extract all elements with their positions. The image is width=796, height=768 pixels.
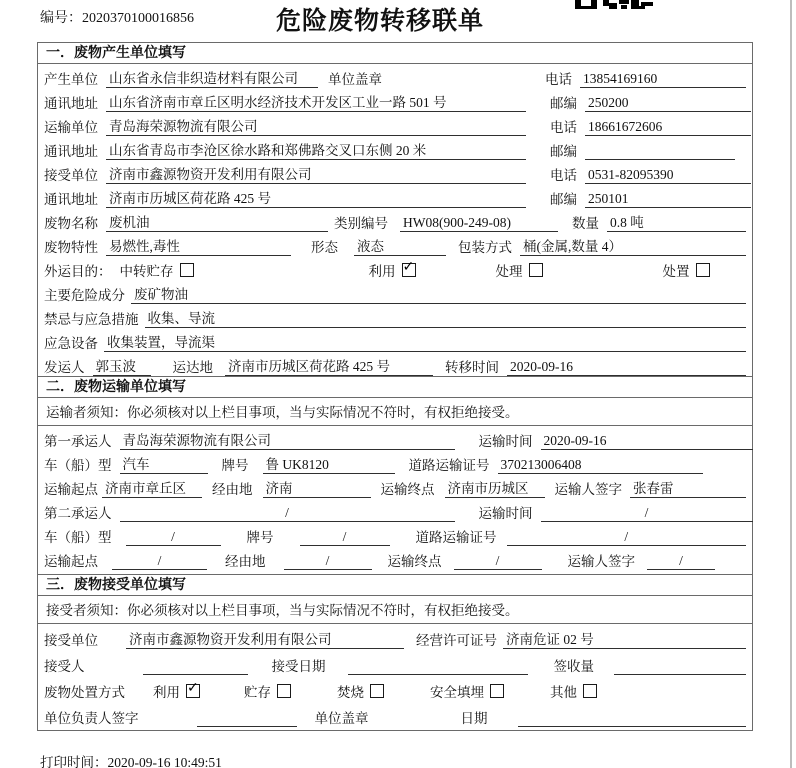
checkbox-label: 处置 <box>662 264 690 279</box>
field-label: 运输终点 <box>387 554 442 569</box>
field-label: 签收量 <box>553 659 594 674</box>
form-row <box>44 626 746 652</box>
form-row <box>44 704 746 730</box>
field-value: / <box>454 551 542 570</box>
field-value: 废矿物油 <box>131 285 746 304</box>
page-right-edge <box>790 0 792 768</box>
check-icon: ✓ <box>402 259 415 275</box>
field-value: 青岛海荣源物流有限公司 <box>120 431 455 450</box>
field-label: 包装方式 <box>458 240 512 255</box>
field-label: 接受人 <box>44 659 85 674</box>
form-row <box>44 282 746 306</box>
checkbox-unchecked <box>277 684 291 698</box>
field-label: 运输人签字 <box>554 482 622 497</box>
form-row <box>44 90 746 114</box>
form-row <box>44 114 746 138</box>
field-label: 日期 <box>460 711 488 726</box>
checkbox-label: 利用 <box>153 685 180 700</box>
checkbox-unchecked <box>490 684 504 698</box>
form-row <box>44 354 746 378</box>
section-3-title: 三．废物接受单位填写 <box>37 574 753 596</box>
field-label: 邮编 <box>550 192 577 207</box>
field-label: 第二承运人 <box>44 506 112 521</box>
checkbox-label: 安全填埋 <box>430 685 484 700</box>
checkbox-checked <box>186 680 200 698</box>
field-label: 废物处置方式 <box>44 685 125 700</box>
field-value: 收集装置，导流渠 <box>104 333 746 352</box>
field-value: 济南市历城区荷花路 425 号 <box>106 189 526 208</box>
field-label: 运输时间 <box>478 434 533 449</box>
field-value: 青岛海荣源物流有限公司 <box>106 117 526 136</box>
checkbox-field <box>153 681 200 701</box>
field-label: 运输时间 <box>478 506 533 521</box>
field-label: 废物特性 <box>44 240 98 255</box>
field-value: 汽车 <box>120 455 208 474</box>
field-label: 应急设备 <box>44 336 98 351</box>
form-row <box>44 306 746 330</box>
checkbox-unchecked <box>529 263 543 277</box>
field-value: / <box>647 551 715 570</box>
field-value: 山东省青岛市李沧区徐水路和郑佛路交叉口东侧 20 米 <box>106 141 526 160</box>
print-time-label: 打印时间： <box>40 755 108 768</box>
field-value <box>585 141 735 160</box>
field-label: 车（船）型 <box>44 458 112 473</box>
field-value <box>518 708 747 727</box>
field-value: 易燃性,毒性 <box>106 237 291 256</box>
checkbox-label: 焚烧 <box>337 685 364 700</box>
checkbox-unchecked <box>370 684 384 698</box>
form-row <box>44 678 746 704</box>
field-label: 经营许可证号 <box>416 633 497 648</box>
checkbox-field <box>430 681 504 701</box>
field-value: 济南市历城区荷花路 425 号 <box>225 357 433 376</box>
field-label: 运输起点 <box>44 554 98 569</box>
checkbox-label: 利用 <box>368 264 396 279</box>
field-label: 接受单位 <box>44 168 98 183</box>
field-value: 济南市章丘区 <box>102 479 202 498</box>
form-row <box>44 428 746 452</box>
section-2-title: 二．废物运输单位填写 <box>37 376 753 398</box>
checkbox-unchecked <box>696 263 710 277</box>
field-value <box>197 708 297 727</box>
checkbox-field <box>550 681 597 701</box>
form-row <box>44 66 746 90</box>
field-value: 桶(金属,数量 4） <box>520 237 746 256</box>
form-row <box>44 138 746 162</box>
field-value: / <box>507 527 747 546</box>
field-label: 单位负责人签字 <box>44 711 139 726</box>
checkbox-unchecked <box>583 684 597 698</box>
qr-code-fragment <box>575 0 653 9</box>
field-label: 道路运输证号 <box>415 530 497 545</box>
field-value: / <box>541 503 753 522</box>
field-label: 车（船）型 <box>44 530 112 545</box>
field-label: 电话 <box>545 72 572 87</box>
section-3-notice: 接受者须知：你必须核对以上栏目事项，当与实际情况不符时，有权拒绝接受。 <box>37 595 753 624</box>
checkbox-field <box>369 260 416 280</box>
field-value: / <box>300 527 390 546</box>
field-label: 废物名称 <box>44 216 98 231</box>
field-value: 鲁 UK8120 <box>263 455 395 474</box>
field-label: 产生单位 <box>44 72 98 87</box>
field-label: 运输起点 <box>44 482 98 497</box>
form-row <box>44 186 746 210</box>
field-value: 济南市鑫源物资开发利用有限公司 <box>106 165 526 184</box>
checkbox-label: 其他 <box>550 685 577 700</box>
section-1-title: 一．废物产生单位填写 <box>37 42 753 64</box>
field-value: 收集、导流 <box>145 309 747 328</box>
checkbox-unchecked <box>180 263 194 277</box>
field-value: / <box>126 527 221 546</box>
section-3-body <box>37 623 753 731</box>
checkbox-field <box>120 260 194 280</box>
field-label: 类别编号 <box>334 216 388 231</box>
checkbox-label: 中转贮存 <box>119 264 174 279</box>
field-label: 主要危险成分 <box>44 288 125 303</box>
field-label: 运输单位 <box>44 120 98 135</box>
transfer-form <box>37 43 753 731</box>
form-row <box>44 524 746 548</box>
field-value: 0531-82095390 <box>585 165 751 184</box>
field-value: 13854169160 <box>580 69 746 88</box>
field-value <box>348 656 528 675</box>
field-label: 电话 <box>550 120 577 135</box>
field-value: 山东省济南市章丘区明水经济技术开发区工业一路 501 号 <box>106 93 526 112</box>
field-label: 通讯地址 <box>44 144 98 159</box>
check-icon: ✓ <box>187 680 199 696</box>
field-label: 单位盖章 <box>314 711 369 726</box>
field-label: 道路运输证号 <box>408 458 490 473</box>
field-value: / <box>120 503 455 522</box>
field-value: 张春雷 <box>630 479 746 498</box>
field-label: 形态 <box>311 240 338 255</box>
field-label: 运达地 <box>172 360 213 375</box>
print-time <box>40 751 222 768</box>
field-value: 250200 <box>585 93 751 112</box>
field-value: 液态 <box>354 237 446 256</box>
form-row <box>44 330 746 354</box>
field-value <box>143 656 248 675</box>
field-label: 邮编 <box>550 96 577 111</box>
field-value: / <box>112 551 207 570</box>
field-value: 济南市鑫源物资开发利用有限公司 <box>126 630 404 649</box>
field-label: 第一承运人 <box>44 434 112 449</box>
field-value: 郭玉波 <box>93 357 151 376</box>
checkbox-field <box>337 681 384 701</box>
form-row <box>44 476 746 500</box>
field-label: 接受日期 <box>271 659 326 674</box>
form-row <box>44 234 746 258</box>
field-value: 18661672606 <box>585 117 751 136</box>
checkbox-field <box>496 260 543 280</box>
section-2-notice: 运输者须知：你必须核对以上栏目事项，当与实际情况不符时，有权拒绝接受。 <box>37 397 753 426</box>
field-label: 接受单位 <box>44 633 98 648</box>
field-label: 禁忌与应急措施 <box>44 312 139 327</box>
form-row <box>44 652 746 678</box>
field-value: 250101 <box>585 189 751 208</box>
field-label: 运输终点 <box>380 482 435 497</box>
field-label: 运输人签字 <box>567 554 635 569</box>
field-label: 转移时间 <box>445 360 499 375</box>
field-value: 2020-09-16 <box>541 431 753 450</box>
field-value: 2020-09-16 <box>507 357 746 376</box>
field-value: HW08(900-249-08) <box>400 213 558 232</box>
field-value: 济南危证 02 号 <box>503 630 746 649</box>
checkbox-field <box>244 681 291 701</box>
field-label: 经由地 <box>212 482 253 497</box>
print-time-value: 2020-09-16 10:49:51 <box>107 755 222 768</box>
field-label: 牌号 <box>246 530 274 545</box>
serial-label: 编号： <box>40 11 82 26</box>
field-label: 外运目的： <box>44 264 112 279</box>
field-label: 通讯地址 <box>44 96 98 111</box>
field-value: 山东省永信非织造材料有限公司 <box>106 69 318 88</box>
field-value: 济南 <box>263 479 371 498</box>
field-label: 通讯地址 <box>44 192 98 207</box>
field-label: 邮编 <box>550 144 577 159</box>
checkbox-label: 处理 <box>495 264 523 279</box>
form-row <box>44 452 746 476</box>
checkbox-label: 贮存 <box>244 685 271 700</box>
field-label: 牌号 <box>221 458 249 473</box>
field-value: / <box>284 551 372 570</box>
checkbox-field <box>663 260 710 280</box>
form-row <box>44 162 746 186</box>
field-value <box>614 656 746 675</box>
field-label: 数量 <box>572 216 599 231</box>
form-row <box>44 210 746 234</box>
section-2-body <box>37 425 753 575</box>
serial-value: 2020370100016856 <box>82 11 194 26</box>
field-value: 0.8 吨 <box>607 213 746 232</box>
checkbox-checked <box>402 259 416 277</box>
field-label: 电话 <box>550 168 577 183</box>
page-title: 危险废物转移联单 <box>275 8 484 35</box>
field-label: 经由地 <box>225 554 266 569</box>
section-1-body <box>37 63 753 377</box>
form-row <box>44 258 746 282</box>
field-label: 单位盖章 <box>328 72 382 87</box>
form-row <box>44 500 746 524</box>
form-row <box>44 548 746 572</box>
field-label: 发运人 <box>44 360 85 375</box>
field-value: 370213006408 <box>498 455 703 474</box>
field-value: 废机油 <box>106 213 328 232</box>
field-value: 济南市历城区 <box>445 479 545 498</box>
